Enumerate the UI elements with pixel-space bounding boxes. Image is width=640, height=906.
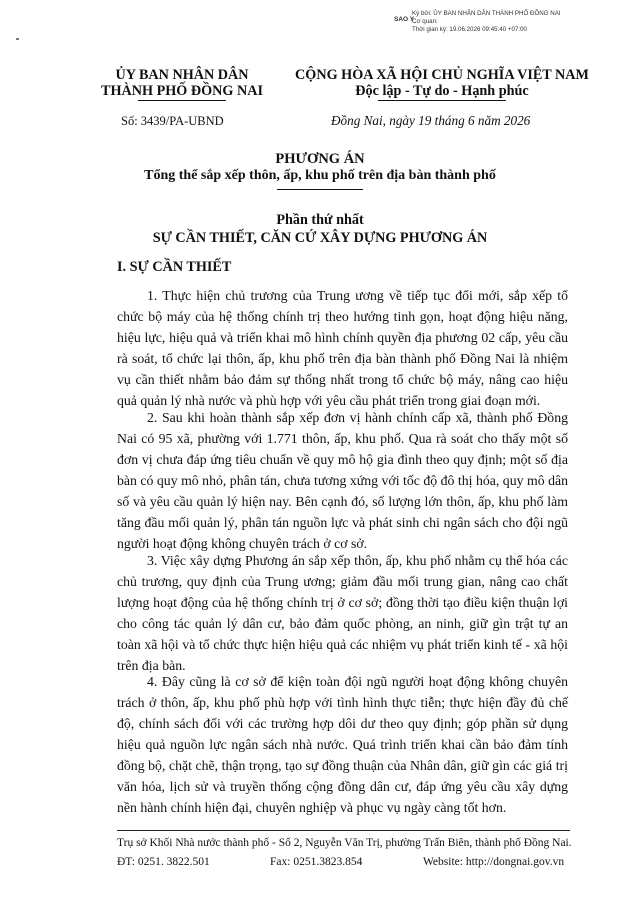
agency-line: Cơ quan: xyxy=(412,18,438,25)
title-underline xyxy=(277,189,363,190)
issuing-agency-block xyxy=(82,67,282,99)
footer-website[interactable]: Website: http://dongnai.gov.vn xyxy=(423,856,565,868)
part-heading: SỰ CẦN THIẾT, CĂN CỨ XÂY DỰNG PHƯƠNG ÁN xyxy=(152,230,488,246)
part-label: Phần thứ nhất xyxy=(276,212,364,228)
signer-line: Ký bởi: ỦY BAN NHÂN DÂN THÀNH PHỐ ĐỒNG NAI xyxy=(412,10,561,17)
section-heading: I. SỰ CẦN THIẾT xyxy=(117,259,232,275)
digital-signature-stamp xyxy=(394,10,636,34)
agency-name-line1: ỦY BAN NHÂN DÂN xyxy=(115,67,249,83)
agency-name-line2: THÀNH PHỐ ĐỒNG NAI xyxy=(101,83,263,99)
paragraph-2: 2. Sau khi hoàn thành sắp xếp đơn vị hành chính cấp xã, thành phố Đồng Nai có 95 xã, phường với 1.771 thôn, ấp, khu phố. Qua rà soát cho thấy một số đơn vị chưa đáp ứng tiêu chuẩn về quy mô hộ gia đình theo quy định; một số địa bàn có quy mô nhỏ, phân tán, chưa tương xứng với tốc độ đô thị hóa, quy mô dân số và yêu cầu quản lý hiện nay. Bên cạnh đó, số lượng lớn thôn, ấp, khu phố làm tăng đầu mối quản lý, phân tán nguồn lực và phát sinh chi ngân sách cho đội ngũ người hoạt động không chuyên trách ở cơ sở. xyxy=(117,410,568,551)
copy-mark: SAO Y xyxy=(394,16,415,23)
place-and-date: Đồng Nai, ngày 19 tháng 6 năm 2026 xyxy=(331,113,531,128)
motto: Độc lập - Tự do - Hạnh phúc xyxy=(355,83,529,99)
paragraph-1: 1. Thực hiện chủ trương của Trung ương về tiếp tục đổi mới, sắp xếp tổ chức bộ máy của hệ thống chính trị theo hướng tinh gọn, hoạt động hiệu năng, hiệu lực, hiệu quả và triển khai mô hình chính quyền địa phương 02 cấp, yêu cầu rà soát, tổ chức lại thôn, ấp, khu phố trên địa bàn thành phố Đồng Nai là nhiệm vụ cần thiết nhằm bảo đảm sự thống nhất trong tổ chức bộ máy, nâng cao hiệu quả quản lý nhà nước và phù hợp với yêu cầu phát triển trong giai đoạn mới. xyxy=(117,288,568,408)
sign-time-line: Thời gian ký: 19.06.2026 09:45:40 +07:00 xyxy=(412,26,528,33)
document-number: Số: 3439/PA-UBND xyxy=(121,114,224,128)
footer-divider xyxy=(117,830,570,831)
footer-fax: Fax: 0251.3823.854 xyxy=(270,856,363,868)
document-type-title: PHƯƠNG ÁN xyxy=(275,151,365,167)
scan-mark xyxy=(16,38,19,40)
document-subject: Tổng thể sắp xếp thôn, ấp, khu phố trên địa bàn thành phố xyxy=(144,168,496,183)
paragraph-4: 4. Đây cũng là cơ sở để kiện toàn đội ngũ người hoạt động không chuyên trách ở thôn, ấp, khu phố phù hợp với tình hình thực tiễn; thực hiện đầy đủ chế độ, chính sách đối với các trường hợp dôi dư theo quy định; góp phần sử dụng hiệu quả nguồn lực ngân sách nhà nước. Quá trình triển khai cần bảo đảm tính đồng bộ, chặt chẽ, thận trọng, tạo sự đồng thuận của Nhân dân, giữ gìn các giá trị văn hóa, lịch sử và truyền thống cộng đồng dân cư, đáp ứng yêu cầu xây dựng nền hành chính hiện đại, chuyên nghiệp và phục vụ ngày càng tốt hơn. xyxy=(117,674,568,815)
motto-underline xyxy=(378,100,506,101)
footer-address: Trụ sở Khối Nhà nước thành phố - Số 2, Nguyễn Văn Trị, phường Trấn Biên, thành phố Đồng Nai. xyxy=(117,837,572,849)
footer-phone: ĐT: 0251. 3822.501 xyxy=(117,856,210,868)
national-motto-block xyxy=(282,67,602,99)
national-name: CỘNG HÒA XÃ HỘI CHỦ NGHĨA VIỆT NAM xyxy=(295,67,589,83)
agency-underline xyxy=(138,100,226,101)
paragraph-3: 3. Việc xây dựng Phương án sắp xếp thôn, ấp, khu phố nhằm cụ thể hóa các chủ trương, quy định của Trung ương; giảm đầu mối trung gian, nâng cao chất lượng hoạt động của hệ thống chính trị ở cơ sở; đồng thời tạo điều kiện thuận lợi cho công tác quản lý dân cư, bảo đảm quốc phòng, an ninh, giữ gìn trật tự an toàn xã hội và tổ chức thực hiện hiệu quả các nhiệm vụ phát triển kinh tế - xã hội trên địa bàn. xyxy=(117,553,568,673)
